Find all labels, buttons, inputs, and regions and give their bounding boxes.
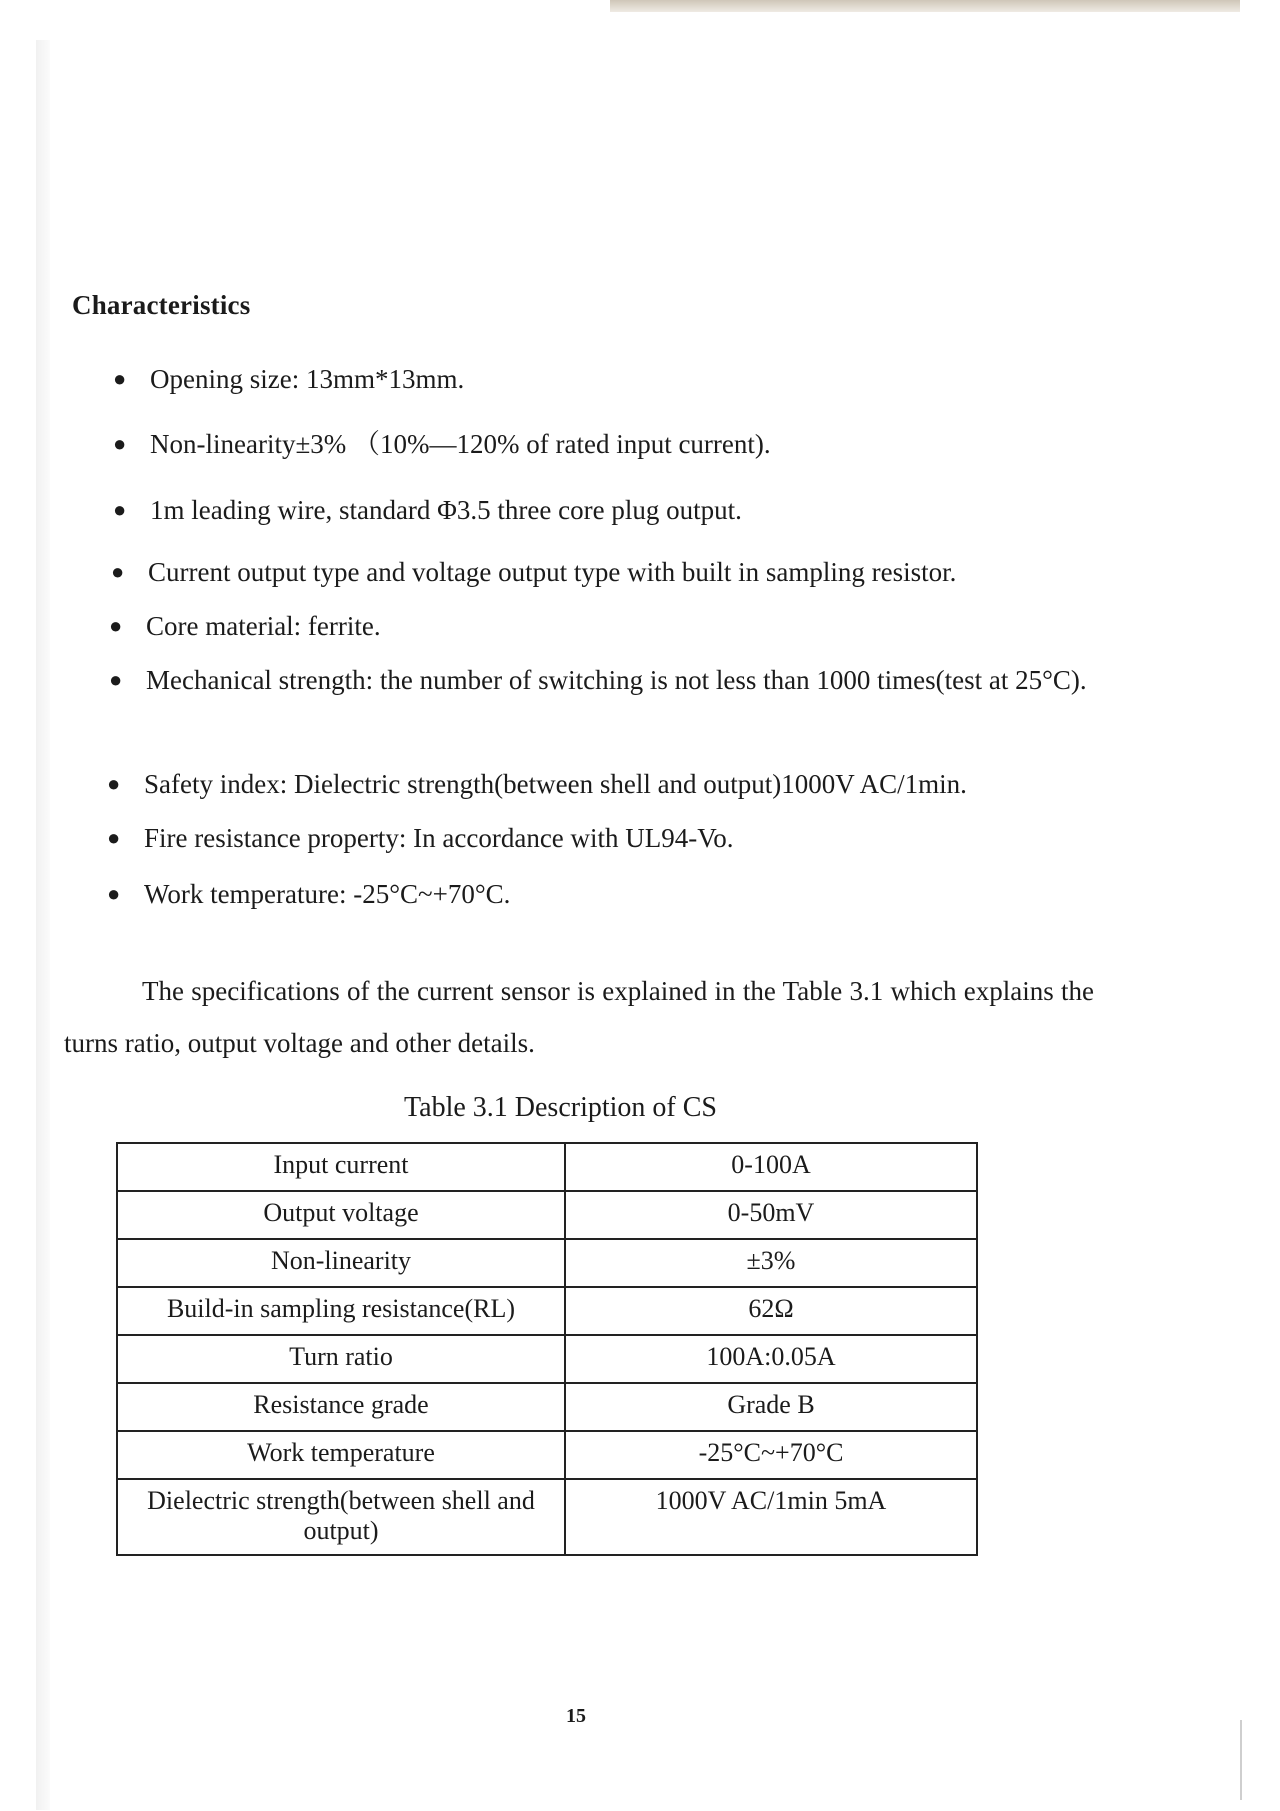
table-caption: Table 3.1 Description of CS <box>404 1092 717 1123</box>
table-cell-value: 0-50mV <box>565 1191 977 1239</box>
bullet-icon: ● <box>109 613 123 638</box>
section-heading: Characteristics <box>72 290 251 320</box>
list-item: ● 1m leading wire, standard Φ3.5 three core plug output. <box>150 484 1150 536</box>
table-cell-value: -25°C~+70°C <box>565 1431 977 1479</box>
bullet-icon: ● <box>107 881 121 906</box>
table-cell-label: Turn ratio <box>117 1335 565 1383</box>
specification-table <box>116 1142 978 1556</box>
table-row <box>117 1191 977 1239</box>
table-cell-value: Grade B <box>565 1383 977 1431</box>
table-cell-label: Work temperature <box>117 1431 565 1479</box>
table-cell-label: Output voltage <box>117 1191 565 1239</box>
bullet-icon: ● <box>111 559 125 584</box>
table-row <box>117 1431 977 1479</box>
scan-top-strip <box>610 0 1240 12</box>
table-cell-value: 0-100A <box>565 1143 977 1191</box>
body-paragraph: The specifications of the current sensor is explained in the Table 3.1 which explains the turns ratio, output voltage and other details. <box>64 976 1094 1058</box>
bullet-icon: ● <box>113 366 127 391</box>
list-item: ● Fire resistance property: In accordance with UL94-Vo. <box>144 812 1144 864</box>
page-number: 15 <box>566 1705 586 1727</box>
table-cell-value: 62Ω <box>565 1287 977 1335</box>
table-cell-label: Input current <box>117 1143 565 1191</box>
table-cell-label: Resistance grade <box>117 1383 565 1431</box>
bullet-icon: ● <box>113 497 127 522</box>
scan-margin-mark <box>1240 1720 1242 1800</box>
table-cell-value: ±3% <box>565 1239 977 1287</box>
table-cell-label: Dielectric strength(between shell and output) <box>117 1479 565 1555</box>
list-item: ● Non-linearity±3% （10%—120% of rated input current). <box>150 418 1150 470</box>
table-cell-label: Non-linearity <box>117 1239 565 1287</box>
table-cell-value: 1000V AC/1min 5mA <box>565 1479 977 1555</box>
table-cell-value: 100A:0.05A <box>565 1335 977 1383</box>
list-item: ● Core material: ferrite. <box>146 600 1146 652</box>
list-item: ● Mechanical strength: the number of switching is not less than 1000 times(test at 25°C). <box>146 654 1106 706</box>
bullet-icon: ● <box>107 825 121 850</box>
list-item: ● Opening size: 13mm*13mm. <box>150 353 1150 405</box>
table-row <box>117 1335 977 1383</box>
list-item: ● Current output type and voltage output type with built in sampling resistor. <box>148 546 1148 598</box>
table-row <box>117 1143 977 1191</box>
table-row <box>117 1383 977 1431</box>
bullet-icon: ● <box>113 431 127 456</box>
bullet-icon: ● <box>107 771 121 796</box>
table-cell-label: Build-in sampling resistance(RL) <box>117 1287 565 1335</box>
table-row <box>117 1287 977 1335</box>
list-item: ● Safety index: Dielectric strength(between shell and output)1000V AC/1min. <box>144 758 1144 810</box>
scan-edge-shadow <box>36 40 50 1810</box>
table-row <box>117 1239 977 1287</box>
list-item: ● Work temperature: -25°C~+70°C. <box>144 868 1144 920</box>
table-row <box>117 1479 977 1555</box>
bullet-icon: ● <box>109 667 123 692</box>
